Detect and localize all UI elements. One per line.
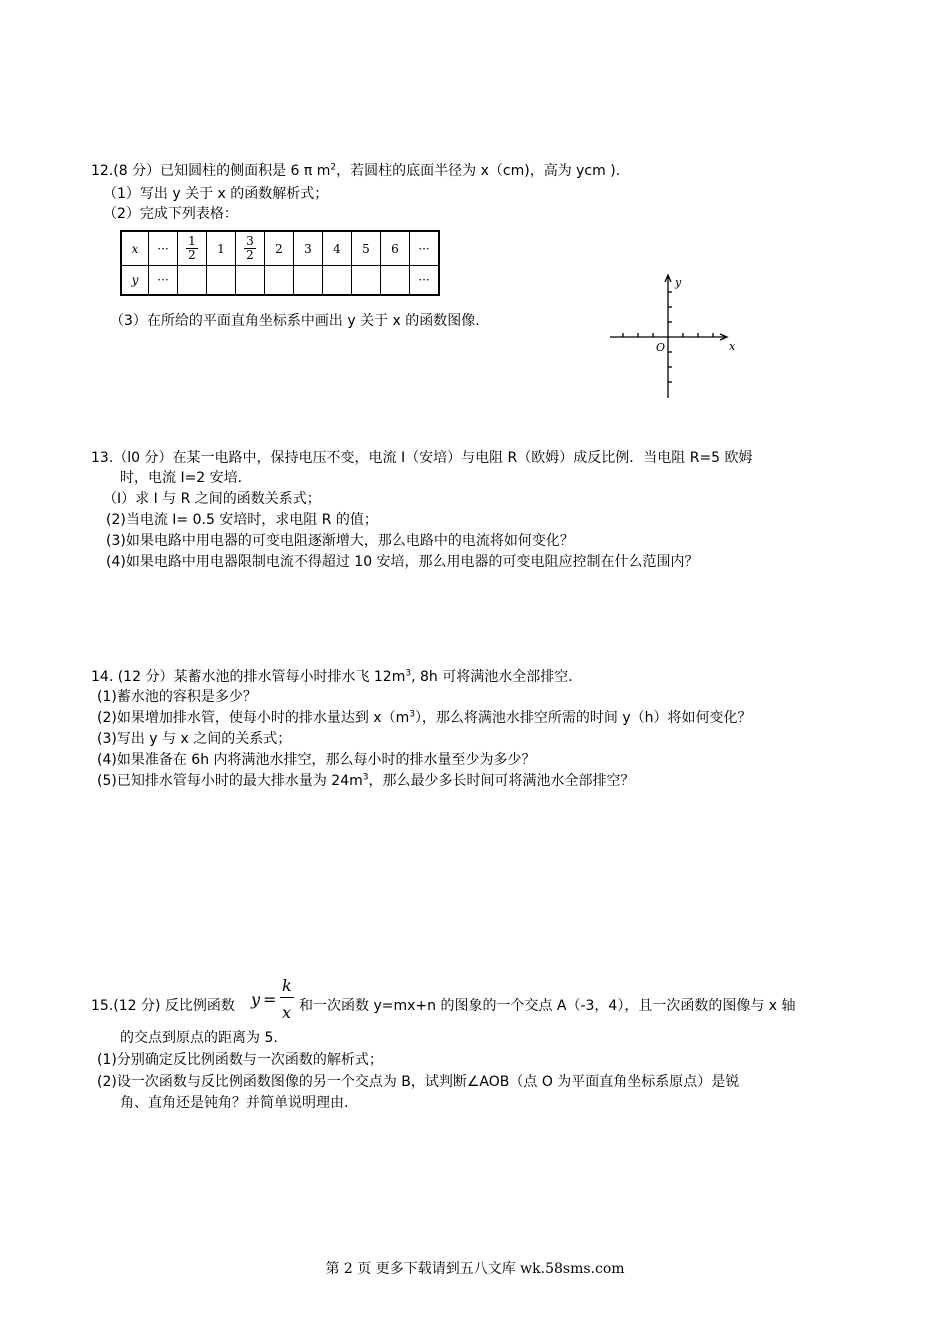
q15-part2-cont: 角、直角还是钝角？并简单说明理由. <box>120 1095 349 1111</box>
table-cell: $\frac{3}{2}$ <box>236 231 265 266</box>
table-cell: 6 <box>381 231 410 266</box>
table-cell: x <box>121 231 149 266</box>
page-footer: 第 2 页 更多下载请到五八文库 wk.58sms.com <box>325 1261 625 1277</box>
q13-line1: 13.（l0 分）在某一电路中，保持电压不变，电流 I（安培）与电阻 R（欧姆）成反比例．当电阻 R=5 欧姆 <box>91 450 753 466</box>
formula-equals: = <box>263 990 277 1009</box>
table-cell: ··· <box>149 266 178 296</box>
table-cell: 5 <box>352 231 381 266</box>
table-row-y <box>121 266 439 296</box>
table-cell: $\frac{1}{2}$ <box>178 231 207 266</box>
q14-part1: (1)蓄水池的容积是多少？ <box>97 689 257 705</box>
q12-title: 12.(8 分）已知圆柱的侧面积是 6 π $m^2$，若圆柱的底面半径为 x（cm)，高为 ycm ). <box>91 162 621 179</box>
table-cell: 2 <box>265 231 294 266</box>
table-cell <box>178 266 207 296</box>
q12-part1: （1）写出 y 关于 x 的函数解析式； <box>103 186 329 202</box>
table-cell <box>236 266 265 296</box>
q13-part4: (4)如果电路中用电器限制电流不得超过 10 安培，那么用电器的可变电阻应控制在什么范围内？ <box>106 554 699 570</box>
table-cell: ··· <box>149 231 178 266</box>
q12-part2: （2）完成下列表格： <box>103 206 238 222</box>
q12-part3: （3）在所给的平面直角坐标系中画出 y 关于 x 的函数图像. <box>110 313 480 329</box>
q13-part2: (2)当电流 I= 0.5 安培时，求电阻 R 的值； <box>106 512 378 528</box>
table-cell: ··· <box>410 266 440 296</box>
q15-part1: (1)分别确定反比例函数与一次函数的解析式； <box>97 1052 383 1068</box>
fraction-bar <box>280 997 294 998</box>
table-cell: 3 <box>294 231 323 266</box>
q15-part2: (2)设一次函数与反比例函数图像的另一个交点为 B，试判断∠AOB（点 O 为平面直角坐标系原点）是锐 <box>97 1074 740 1090</box>
table-cell <box>294 266 323 296</box>
formula-k: k <box>282 976 292 995</box>
q14-part5: (5)已知排水管每小时的最大排水量为 $24m^3$，那么最少多长时间可将满池水全部排空？ <box>97 772 635 789</box>
table-cell <box>265 266 294 296</box>
table-cell <box>352 266 381 296</box>
q15-line2: 的交点到原点的距离为 5. <box>120 1030 278 1046</box>
q14-part2: (2)如果增加排水管，使每小时的排水量达到 $x(m^3)$，那么将满池水排空所需的时间 y（h）将如何变化？ <box>97 709 752 726</box>
table-cell: 1 <box>207 231 236 266</box>
q14-part4: (4)如果准备在 6h 内将满池水排空，那么每小时的排水量至少为多少？ <box>97 752 536 768</box>
q13-part3: (3)如果电路中用电器的可变电阻逐渐增大，那么电路中的电流将如何变化？ <box>106 533 574 549</box>
origin-label: O <box>656 341 666 354</box>
coordinate-axes <box>600 268 750 403</box>
y-axis-label: y <box>675 276 682 289</box>
table-cell: y <box>121 266 149 296</box>
table-cell <box>207 266 236 296</box>
q15-line1-post: 和一次函数 y=mx+n 的图象的一个交点 A（-3，4），且一次函数的图像与 x 轴 <box>299 998 796 1014</box>
q13-part1: （I）求 I 与 R 之间的函数关系式； <box>103 491 321 507</box>
x-axis-label: x <box>729 340 736 353</box>
q13-line2: 时，电流 I=2 安培． <box>120 470 252 486</box>
table-cell: ··· <box>410 231 440 266</box>
table-cell <box>381 266 410 296</box>
formula-x: x <box>282 1003 292 1022</box>
value-table <box>120 230 440 296</box>
table-cell <box>323 266 352 296</box>
q14-line1: 14. (12 分）某蓄水池的排水管每小时排水飞 $12m^3$, 8h 可将满池水全部排空． <box>91 668 583 685</box>
q14-part3: (3)写出 y 与 x 之间的关系式； <box>97 731 292 747</box>
table-cell: 4 <box>323 231 352 266</box>
q15-line1-pre: 15.(12 分) 反比例函数 <box>91 998 235 1014</box>
table-row-x <box>121 231 439 266</box>
formula-y: y <box>251 990 261 1009</box>
